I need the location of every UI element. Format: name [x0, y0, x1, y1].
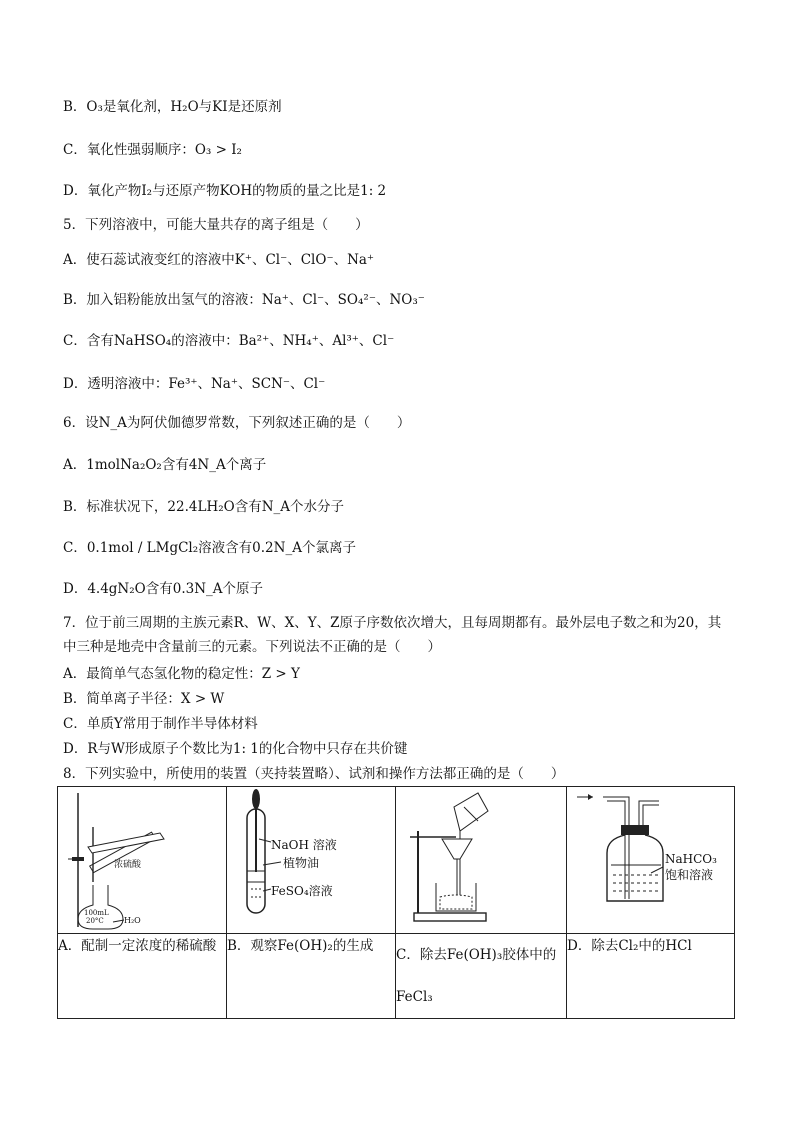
svg-text:FeSO₄溶液: FeSO₄溶液: [271, 884, 333, 898]
option-c-q4: C．氧化性强弱顺序：O₃ > I₂: [63, 142, 242, 158]
question-6-stem: 6．设N_A为阿伏伽德罗常数，下列叙述正确的是（ ）: [63, 415, 411, 431]
option-a-q7: A．最简单气态氢化物的稳定性：Z > Y: [63, 666, 300, 682]
figure-d-cell: [567, 787, 735, 934]
option-b-q5: B．加入铝粉能放出氢气的溶液：Na⁺、Cl⁻、SO₄²⁻、NO₃⁻: [63, 292, 425, 308]
gas-washing-bottle-diagram: [567, 787, 737, 933]
option-c-q6: C．0.1mol / LMgCl₂溶液含有0.2N_A个氯离子: [63, 540, 356, 556]
svg-text:植物油: 植物油: [283, 856, 320, 870]
option-a-q5: A．使石蕊试液变红的溶液中K⁺、Cl⁻、ClO⁻、Na⁺: [63, 252, 375, 268]
figure-b-cell: [227, 787, 396, 934]
option-b-q4: B．O₃是氧化剂，H₂O与KI是还原剂: [63, 99, 282, 115]
option-c-q5: C．含有NaHSO₄的溶液中：Ba²⁺、NH₄⁺、Al³⁺、Cl⁻: [63, 333, 395, 349]
svg-text:饱和溶液: 饱和溶液: [665, 868, 714, 882]
svg-text:浓硫酸: 浓硫酸: [114, 860, 142, 870]
filtration-diagram: [396, 787, 566, 933]
test-tube-diagram: [227, 787, 395, 933]
option-c-q7: C．单质Y常用于制作半导体材料: [63, 716, 258, 732]
experiment-table: [57, 786, 735, 1019]
figure-c-cell: [396, 787, 567, 934]
svg-text:20°C: 20°C: [86, 917, 104, 925]
figure-a-cell: [58, 787, 227, 934]
option-b-q6: B．标准状况下，22.4LH₂O含有N_A个水分子: [63, 499, 345, 515]
volumetric-flask-diagram: [58, 787, 226, 933]
option-d-q7: D．R与W形成原子个数比为1: 1的化合物中只存在共价键: [63, 741, 408, 757]
caption-d: D．除去Cl₂中的HCl: [567, 934, 735, 1019]
question-5-stem: 5．下列溶液中，可能大量共存的离子组是（ ）: [63, 217, 369, 233]
option-d-q6: D．4.4gN₂O含有0.3N_A个原子: [63, 581, 264, 597]
svg-text:NaOH 溶液: NaOH 溶液: [271, 838, 337, 852]
option-a-q6: A．1molNa₂O₂含有4N_A个离子: [63, 457, 267, 473]
svg-text:100mL: 100mL: [84, 909, 109, 917]
option-d-q5: D．透明溶液中：Fe³⁺、Na⁺、SCN⁻、Cl⁻: [63, 376, 326, 392]
question-7-stem: 7．位于前三周期的主族元素R、W、X、Y、Z原子序数依次增大，且每周期都有。最外层电子数之和为20，其中三种是地壳中含量前三的元素。下列说法不正确的是（ ）: [63, 615, 722, 655]
caption-a: A．配制一定浓度的稀硫酸: [58, 934, 227, 1019]
caption-c: C．除去Fe(OH)₃胶体中的FeCl₃: [396, 934, 567, 1019]
option-d-q4: D．氧化产物I₂与还原产物KOH的物质的量之比是1: 2: [63, 183, 387, 199]
option-b-q7: B．简单离子半径：X > W: [63, 691, 225, 707]
svg-text:NaHCO₃: NaHCO₃: [665, 852, 717, 866]
caption-b: B．观察Fe(OH)₂的生成: [227, 934, 396, 1019]
svg-text:H₂O: H₂O: [124, 916, 141, 925]
question-8-stem: 8．下列实验中，所使用的装置（夹持装置略）、试剂和操作方法都正确的是（ ）: [63, 766, 565, 782]
